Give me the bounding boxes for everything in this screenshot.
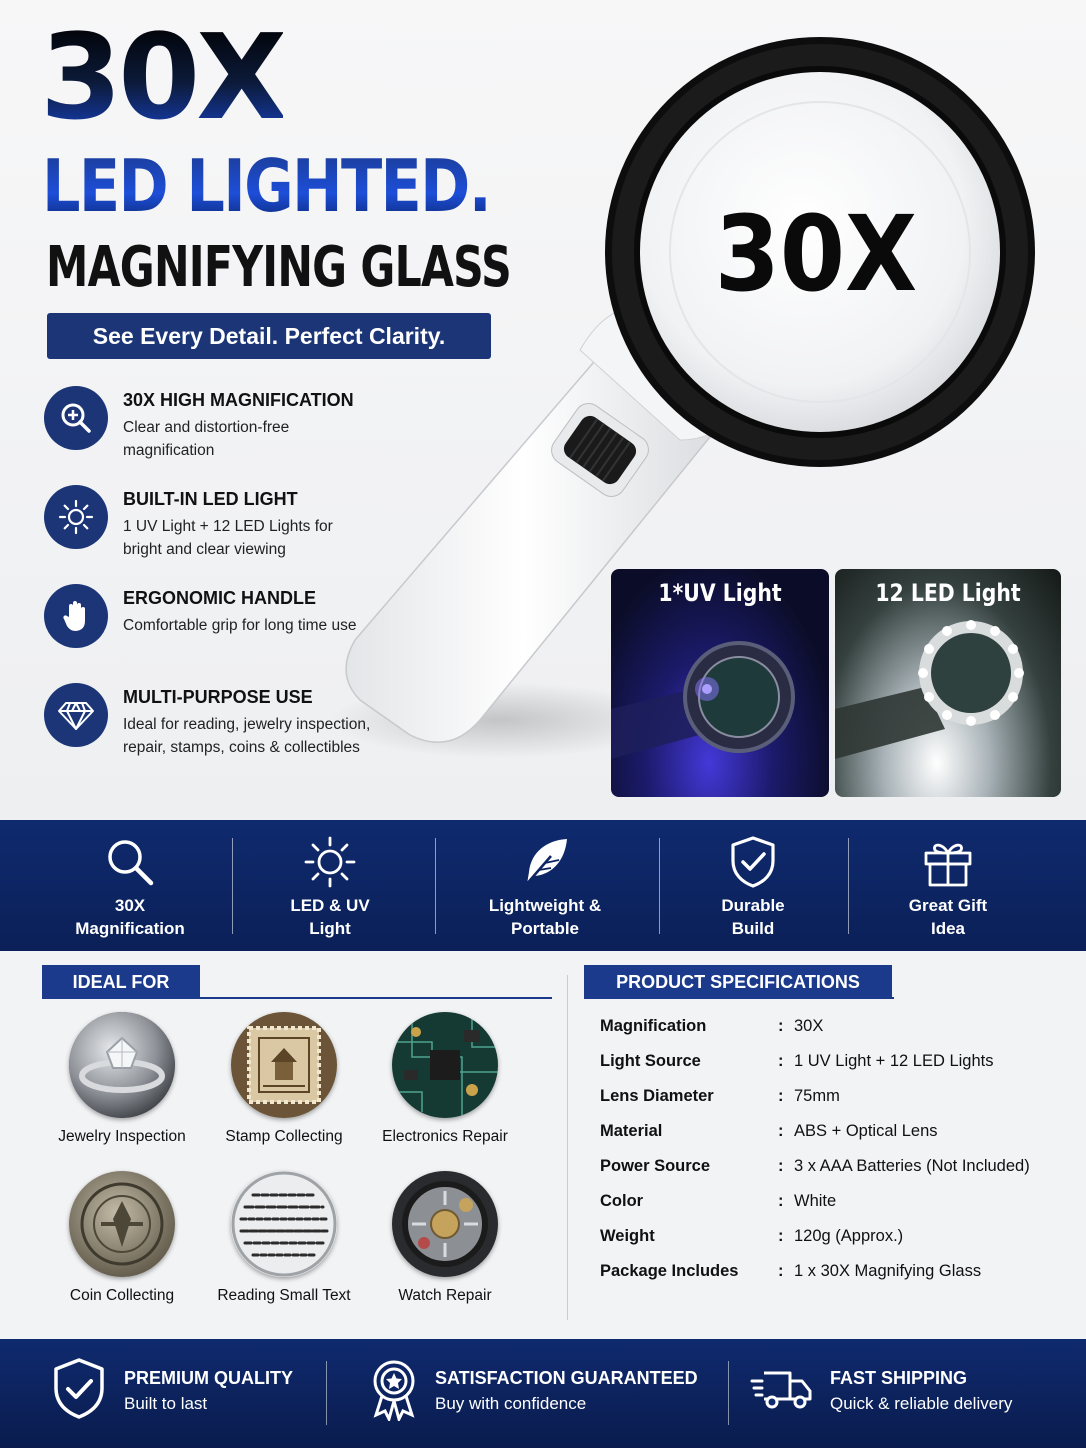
spec-value: 75mm xyxy=(794,1087,840,1105)
spec-key: Weight xyxy=(600,1227,655,1245)
band-divider xyxy=(848,838,849,934)
footer-subtitle: Buy with confidence xyxy=(435,1394,587,1413)
sun-icon xyxy=(302,836,358,888)
footer-item-quality xyxy=(52,1339,322,1448)
ideal-for-heading: IDEAL FOR xyxy=(42,965,200,999)
award-badge-icon xyxy=(368,1357,420,1426)
spec-key: Lens Diameter xyxy=(600,1087,714,1105)
section-divider xyxy=(567,975,568,1320)
lens-magnification-text: 30X xyxy=(714,194,918,316)
spec-row xyxy=(600,1262,1080,1286)
band-item-durable xyxy=(668,820,838,951)
band-label: LED & UV Light xyxy=(290,896,370,938)
benefits-band xyxy=(0,820,1086,951)
headline-magnifying-glass: MAGNIFYING GLASS xyxy=(46,235,512,300)
footer-item-satisfaction xyxy=(368,1339,708,1448)
tagline-banner: See Every Detail. Perfect Clarity. xyxy=(47,313,491,359)
ideal-for-underline xyxy=(42,997,552,999)
footer-subtitle: Quick & reliable delivery xyxy=(830,1394,1013,1413)
spec-row xyxy=(600,1227,1080,1251)
truck-icon xyxy=(750,1367,814,1416)
jewelry-ring-image xyxy=(69,1012,175,1118)
ideal-item-jewelry xyxy=(37,1012,207,1146)
spec-colon: : xyxy=(778,1157,784,1175)
watch-movement-image xyxy=(392,1171,498,1277)
band-label: 30X Magnification xyxy=(75,896,185,938)
spec-colon: : xyxy=(778,1262,784,1280)
spec-value: 1 x 30X Magnifying Glass xyxy=(794,1262,982,1280)
spec-row xyxy=(600,1122,1080,1146)
coin-image xyxy=(69,1171,175,1277)
band-item-gift xyxy=(858,820,1038,951)
spec-key: Package Includes xyxy=(600,1262,739,1280)
spec-colon: : xyxy=(778,1192,784,1210)
ideal-label: Jewelry Inspection xyxy=(58,1128,186,1145)
ideal-item-reading xyxy=(199,1171,369,1305)
ideal-label: Coin Collecting xyxy=(69,1287,175,1304)
feature-title: BUILT-IN LED LIGHT xyxy=(123,489,298,509)
spec-key: Light Source xyxy=(600,1052,701,1070)
sun-icon xyxy=(44,485,108,549)
uv-light-label: 1*UV Light xyxy=(658,579,782,607)
spec-key: Power Source xyxy=(600,1157,711,1175)
product-specs-underline xyxy=(584,997,894,999)
spec-value: 1 UV Light + 12 LED Lights xyxy=(794,1052,994,1070)
ideal-item-electronics xyxy=(360,1012,530,1146)
ideal-item-watch xyxy=(360,1171,530,1305)
headline-magnification: 30X xyxy=(40,8,284,146)
feather-icon xyxy=(517,836,573,888)
diamond-icon xyxy=(44,683,108,747)
spec-key: Magnification xyxy=(600,1017,707,1035)
footer-subtitle: Built to last xyxy=(124,1394,208,1413)
uv-light-panel xyxy=(611,569,829,797)
ideal-label: Reading Small Text xyxy=(217,1287,351,1304)
band-divider xyxy=(435,838,436,934)
ideal-item-coin xyxy=(37,1171,207,1305)
spec-value: White xyxy=(794,1192,837,1210)
band-label: Great Gift Idea xyxy=(908,896,988,938)
spec-row xyxy=(600,1087,1080,1111)
spec-value: 120g (Approx.) xyxy=(794,1227,904,1245)
band-item-lightweight xyxy=(445,820,645,951)
spec-colon: : xyxy=(778,1017,784,1035)
feature-desc: Ideal for reading, jewelry inspection, repair, stamps, coins & collectibles xyxy=(123,716,371,756)
feature-title: ERGONOMIC HANDLE xyxy=(123,588,316,608)
spec-row xyxy=(600,1052,1080,1076)
spec-row xyxy=(600,1192,1080,1216)
spec-colon: : xyxy=(778,1227,784,1245)
feature-title: 30X HIGH MAGNIFICATION xyxy=(123,390,354,410)
stamp-image xyxy=(231,1012,337,1118)
product-specs-heading: PRODUCT SPECIFICATIONS xyxy=(584,965,892,999)
led-light-panel xyxy=(835,569,1061,797)
spec-value: 30X xyxy=(794,1017,824,1035)
shield-check-icon xyxy=(52,1357,106,1426)
feature-desc: 1 UV Light + 12 LED Lights for bright and clear viewing xyxy=(123,518,333,558)
headline-led-lighted: LED LIGHTED. xyxy=(42,144,491,228)
footer-title: PREMIUM QUALITY xyxy=(124,1368,293,1388)
footer-title: FAST SHIPPING xyxy=(830,1368,968,1388)
ideal-label: Stamp Collecting xyxy=(225,1128,343,1145)
band-label: Lightweight & Portable xyxy=(488,896,602,938)
magnify-plus-icon xyxy=(44,386,108,450)
feature-desc: Comfortable grip for long time use xyxy=(123,617,357,634)
search-icon xyxy=(103,836,157,888)
spec-row xyxy=(600,1017,1080,1041)
feature-title: MULTI-PURPOSE USE xyxy=(123,687,313,707)
spec-colon: : xyxy=(778,1052,784,1070)
spec-value: 3 x AAA Batteries (Not Included) xyxy=(794,1157,1030,1175)
band-divider xyxy=(659,838,660,934)
band-divider xyxy=(232,838,233,934)
band-item-led-uv xyxy=(240,820,420,951)
spec-colon: : xyxy=(778,1087,784,1105)
feature-desc: Clear and distortion-free magnification xyxy=(123,419,290,459)
led-light-label: 12 LED Light xyxy=(875,579,1021,607)
band-item-magnification xyxy=(40,820,220,951)
gift-icon xyxy=(922,836,974,888)
footer-title: SATISFACTION GUARANTEED xyxy=(435,1368,698,1388)
footer-divider xyxy=(326,1361,327,1425)
ideal-label: Electronics Repair xyxy=(382,1128,508,1145)
ideal-item-stamp xyxy=(199,1012,369,1146)
spec-key: Material xyxy=(600,1122,663,1140)
small-text-image xyxy=(231,1171,337,1277)
circuit-board-image xyxy=(392,1012,498,1118)
spec-colon: : xyxy=(778,1122,784,1140)
spec-row xyxy=(600,1157,1080,1181)
shield-check-icon xyxy=(728,836,778,888)
spec-key: Color xyxy=(600,1192,644,1210)
hand-icon xyxy=(44,584,108,648)
ideal-label: Watch Repair xyxy=(398,1287,492,1304)
band-label: Durable Build xyxy=(721,896,785,938)
trust-footer xyxy=(0,1339,1086,1448)
footer-divider xyxy=(728,1361,729,1425)
spec-value: ABS + Optical Lens xyxy=(794,1122,938,1140)
footer-item-shipping xyxy=(750,1339,1070,1448)
